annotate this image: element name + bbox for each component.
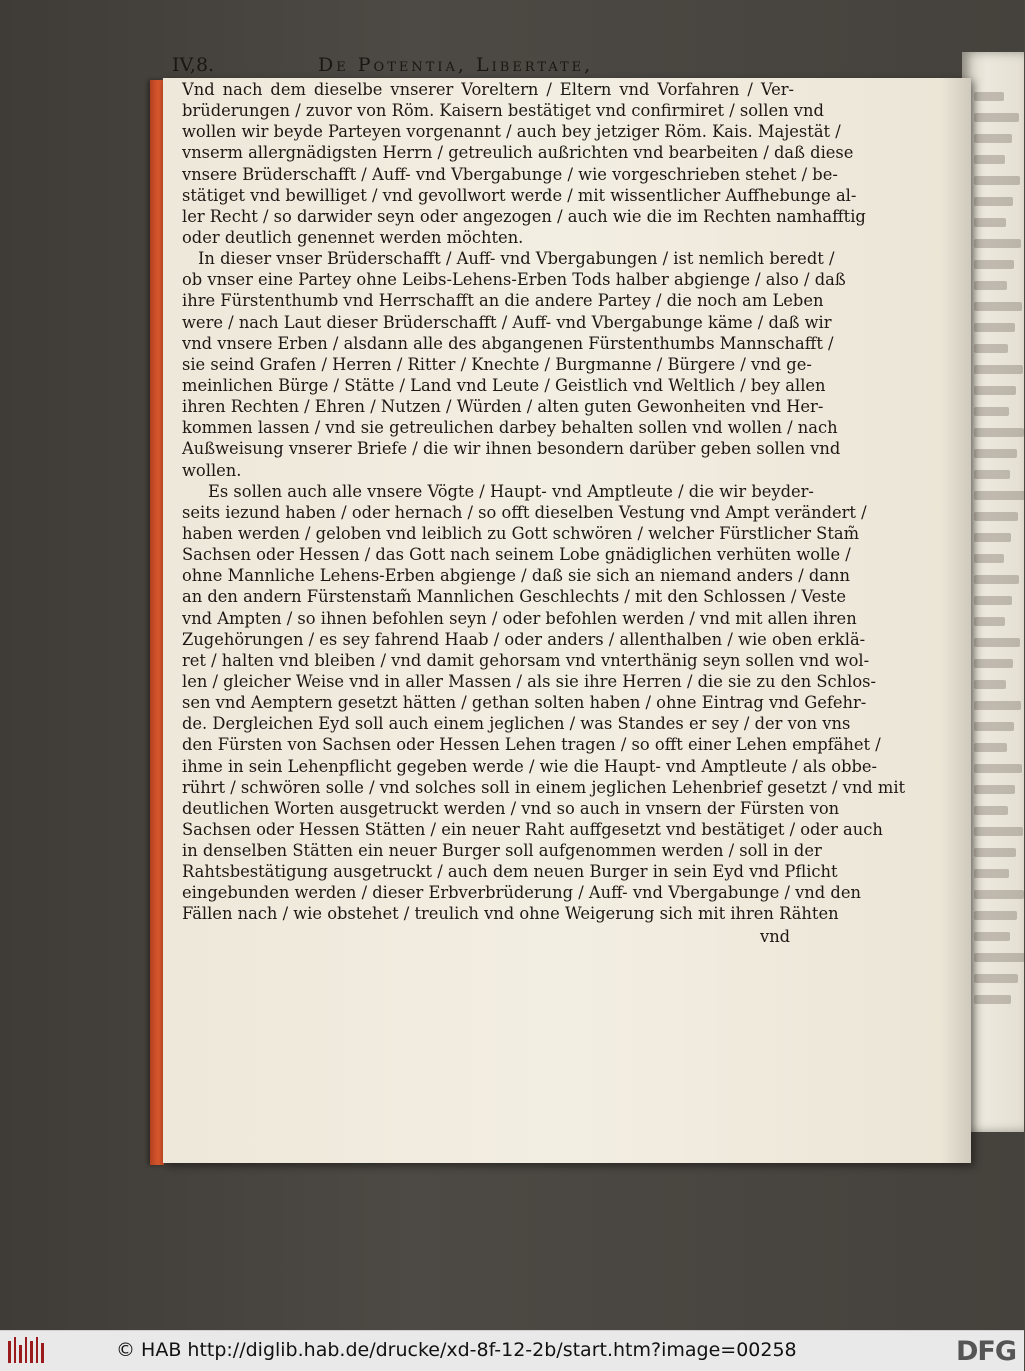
footer-bar	[0, 1330, 1024, 1371]
ghost-text-line	[974, 323, 1015, 332]
ghost-text-line	[974, 701, 1021, 710]
ghost-text-line	[974, 995, 1011, 1004]
ghost-text-line	[974, 449, 1017, 458]
ghost-text-line	[974, 974, 1018, 983]
ghost-text-line	[974, 365, 1023, 374]
ghost-text-line	[974, 932, 1010, 941]
ghost-text-line	[974, 134, 1012, 143]
page-header	[172, 54, 984, 76]
text-line: meinlichen Bürge / Stätte / Land vnd Leute / Geistlich vnd Weltlich / bey allen	[182, 375, 826, 395]
adjacent-page-edge	[962, 52, 1024, 1132]
ghost-text-line	[974, 806, 1008, 815]
hab-logo-icon[interactable]	[8, 1337, 44, 1363]
ghost-text-line	[974, 638, 1020, 647]
text-line: len / gleicher Weise vnd in aller Massen / als sie ihre Herren / die sie zu den Schlos-	[182, 671, 877, 691]
text-line: deutlichen Worten ausgetruckt werden / vnd so auch in vnsern der Fürsten von	[182, 798, 840, 818]
dfg-logo-icon[interactable]: DFG	[955, 1336, 1016, 1367]
ghost-text-line	[974, 890, 1024, 899]
text-line: eingebunden werden / dieser Erbverbrüderung / Auff- vnd Vbergabunge / vnd den	[182, 883, 861, 903]
running-title: De Potentia, Libertate,	[318, 54, 594, 76]
text-line: ob vnser eine Partey ohne Leibs-Lehens-Erben Tods halber abgienge / also / daß	[182, 270, 846, 290]
text-line: were / nach Laut dieser Brüderschafft / Auff- vnd Vbergabunge käme / daß wir	[182, 312, 832, 332]
text-line: ohne Mannliche Lehens-Erben abgienge / daß sie sich an niemand anders / dann	[182, 566, 850, 586]
ghost-text-line	[974, 764, 1022, 773]
text-line: vnd vnsere Erben / alsdann alle des abgangenen Fürstenthumbs Mannschafft /	[182, 333, 834, 353]
text-line: vnserm allergnädigsten Herrn / getreulich außrichten vnd bearbeiten / daß diese	[182, 143, 854, 163]
ghost-text-line	[974, 239, 1021, 248]
ghost-text-line	[974, 197, 1013, 206]
text-line: vnd Ampten / so ihnen befohlen seyn / oder befohlen werden / vnd mit allen ihren	[182, 608, 857, 628]
text-line: oder deutlich genennet werden möchten.	[182, 227, 524, 247]
ghost-text-line	[974, 596, 1012, 605]
ghost-text-line	[974, 554, 1004, 563]
text-line: ler Recht / so darwider seyn oder angezogen / auch wie die im Rechten namhafftig	[182, 206, 866, 226]
ghost-text-line	[974, 533, 1011, 542]
text-line: Sachsen oder Hessen / das Gott nach seinem Lobe gnädiglichen verhüten wolle /	[182, 545, 851, 565]
text-line: ihre Fürstenthumb vnd Herrschafft an die andere Partey / die noch am Leben	[182, 291, 824, 311]
text-line: ret / halten vnd bleiben / vnd damit gehorsam vnd vnterthänig seyn sollen vnd wol-	[182, 650, 870, 670]
ghost-text-line	[974, 155, 1005, 164]
ghost-text-line	[974, 281, 1007, 290]
text-line: wollen.	[182, 460, 242, 480]
text-line: vnsere Brüderschafft / Auff- vnd Vbergabunge / wie vorgeschrieben stehet / be-	[182, 164, 838, 184]
ghost-text-line	[974, 344, 1008, 353]
ghost-text-line	[974, 302, 1022, 311]
catchword: vnd	[760, 927, 791, 946]
ghost-text-line	[974, 428, 1024, 437]
text-line: sie seind Grafen / Herren / Ritter / Knechte / Burgmanne / Bürgere / vnd ge-	[182, 354, 812, 374]
ghost-text-line	[974, 260, 1014, 269]
ghost-text-line	[974, 680, 1006, 689]
text-line: Fällen nach / wie obstehet / treulich vnd ohne Weigerung sich mit ihren Rähten	[182, 904, 839, 924]
ghost-text-line	[974, 953, 1025, 962]
text-line: Zugehörungen / es sey fahrend Haab / oder anders / allenthalben / wie oben erklä-	[182, 629, 866, 649]
text-line: ihren Rechten / Ehren / Nutzen / Würden / alten guten Gewonheiten vnd Her-	[182, 397, 824, 417]
text-line: Vnd nach dem dieselbe vnserer Voreltern / Eltern vnd Vorfahren / Ver-	[182, 80, 794, 99]
page-number: IV,8.	[172, 54, 215, 76]
book-edge	[150, 80, 164, 1165]
text-line: haben werden / geloben vnd leiblich zu Gott schwören / welcher Fürstlicher Stam̃	[182, 523, 860, 543]
ghost-text-line	[974, 785, 1015, 794]
text-line: seits iezund haben / oder hernach / so offt dieselben Vestung vnd Ampt verändert /	[182, 502, 867, 522]
ghost-text-line	[974, 575, 1019, 584]
ghost-text-line	[974, 848, 1016, 857]
text-line: Rahtsbestätigung ausgetruckt / auch dem neuen Burger in sein Eyd vnd Pflicht	[182, 862, 838, 882]
ghost-text-line	[974, 491, 1025, 500]
ghost-text-line	[974, 470, 1010, 479]
body-text	[182, 79, 906, 925]
text-line: rührt / schwören solle / vnd solches soll in einem jeglichen Lehenbrief gesetzt / vnd mit	[182, 777, 906, 797]
ghost-text-line	[974, 386, 1016, 395]
text-line: In dieser vnser Brüderschafft / Auff- vnd Vbergabungen / ist nemlich beredt /	[198, 249, 835, 269]
copyright-link[interactable]: © HAB http://diglib.hab.de/drucke/xd-8f-12-2b/start.htm?image=00258	[116, 1339, 797, 1361]
text-line: Sachsen oder Hessen Stätten / ein neuer Raht auffgesetzt vnd bestätiget / oder auch	[182, 819, 883, 839]
text-line: Es sollen auch alle vnsere Vögte / Haupt- vnd Amptleute / die wir beyder-	[208, 481, 814, 501]
ghost-text-line	[974, 911, 1017, 920]
ghost-text-line	[974, 659, 1013, 668]
ghost-text-line	[974, 407, 1009, 416]
text-line: wollen wir beyde Parteyen vorgenannt / auch bey jetziger Röm. Kais. Majestät /	[182, 122, 841, 142]
text-line: de. Dergleichen Eyd soll auch einem jeglichen / was Standes er sey / der von vns	[182, 714, 851, 734]
text-line: den Fürsten von Sachsen oder Hessen Lehen tragen / so offt einer Lehen empfähet /	[182, 735, 881, 755]
text-line: Außweisung vnserer Briefe / die wir ihnen besondern darüber geben sollen vnd	[182, 439, 841, 459]
ghost-text-line	[974, 827, 1023, 836]
text-line: in denselben Stätten ein neuer Burger soll aufgenommen werden / soll in der	[182, 841, 822, 861]
ghost-text-line	[974, 176, 1020, 185]
ghost-text-line	[974, 617, 1005, 626]
text-line: an den andern Fürstenstam̃ Mannlichen Geschlechts / mit den Schlossen / Veste	[182, 587, 846, 607]
text-line: ihme in sein Lehenpflicht gegeben werde / wie die Haupt- vnd Amptleute / als obbe-	[182, 756, 878, 776]
ghost-text-line	[974, 869, 1009, 878]
text-line: brüderungen / zuvor von Röm. Kaisern bestätiget vnd confirmiret / sollen vnd	[182, 101, 824, 121]
ghost-text-line	[974, 218, 1006, 227]
ghost-text-line	[974, 722, 1014, 731]
ghost-text-line	[974, 113, 1019, 122]
text-line: kommen lassen / vnd sie getreulichen darbey behalten sollen vnd wollen / nach	[182, 418, 838, 438]
ghost-text-line	[974, 92, 1004, 101]
ghost-text-line	[974, 743, 1007, 752]
ghost-text-line	[974, 512, 1018, 521]
text-line: sen vnd Aemptern gesetzt hätten / gethan solten haben / ohne Eintrag vnd Gefehr-	[182, 693, 867, 713]
text-line: stätiget vnd bewilliget / vnd gevollwort werde / mit wissentlicher Auffhebunge al-	[182, 185, 857, 205]
